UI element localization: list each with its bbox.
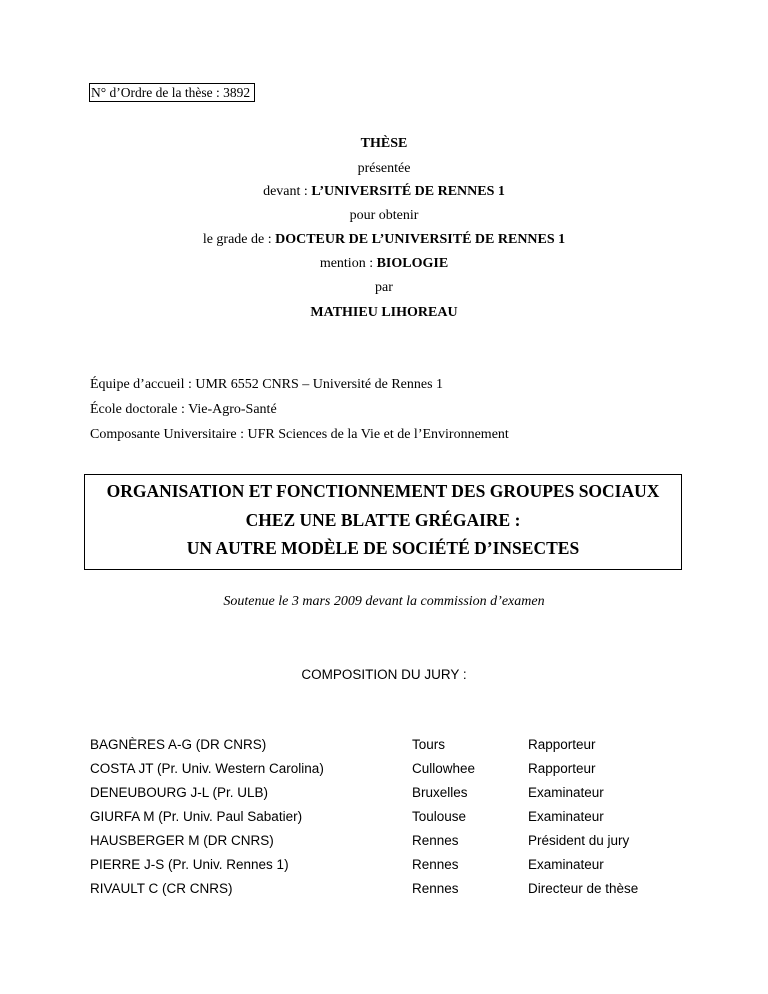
jury-member-name: GIURFA M (Pr. Univ. Paul Sabatier) (90, 809, 303, 824)
composante-universitaire: Composante Universitaire : UFR Sciences de la Vie et de l’Environnement (90, 427, 509, 442)
mention-value: BIOLOGIE (376, 256, 449, 271)
jury-member-name: RIVAULT C (CR CNRS) (90, 881, 233, 896)
jury-member-name: COSTA JT (Pr. Univ. Western Carolina) (90, 761, 324, 776)
presentee-line: présentée (357, 161, 411, 176)
jury-row (0, 785, 768, 805)
thesis-order-number: N° d’Ordre de la thèse : 3892 (89, 83, 255, 102)
jury-member-city: Cullowhee (412, 761, 476, 776)
jury-row (0, 857, 768, 877)
university-name: L’UNIVERSITÉ DE RENNES 1 (311, 184, 505, 199)
grade-line (0, 232, 768, 248)
these-heading (0, 136, 768, 152)
devant-label: devant : (263, 184, 312, 199)
mention-label: mention : (319, 256, 377, 271)
title-line-1: ORGANISATION ET FONCTIONNEMENT DES GROUPES SOCIAUX (106, 481, 660, 501)
jury-member-city: Toulouse (412, 809, 467, 824)
jury-member-city: Bruxelles (412, 785, 468, 800)
jury-member-role: Examinateur (528, 857, 604, 872)
jury-member-name: HAUSBERGER M (DR CNRS) (90, 833, 274, 848)
equipe-accueil: Équipe d’accueil : UMR 6552 CNRS – Université de Rennes 1 (90, 377, 444, 392)
author-line (0, 305, 768, 321)
jury-member-role: Examinateur (528, 785, 604, 800)
jury-member-role: Directeur de thèse (528, 881, 639, 896)
pour-obtenir-line: pour obtenir (349, 208, 419, 223)
jury-row (0, 809, 768, 829)
defense-date: Soutenue le 3 mars 2009 devant la commission d’examen (223, 594, 545, 609)
grade-value: DOCTEUR DE L’UNIVERSITÉ DE RENNES 1 (275, 232, 566, 247)
thesis-title-box (84, 474, 682, 570)
jury-row (0, 737, 768, 757)
jury-member-city: Rennes (412, 833, 459, 848)
these-label: THÈSE (360, 136, 408, 151)
grade-label: le grade de : (202, 232, 276, 247)
mention-line (0, 256, 768, 272)
jury-member-name: BAGNÈRES A-G (DR CNRS) (90, 737, 267, 752)
jury-member-name: PIERRE J-S (Pr. Univ. Rennes 1) (90, 857, 289, 872)
title-line-2: CHEZ UNE BLATTE GRÉGAIRE : (245, 510, 521, 530)
jury-row (0, 881, 768, 901)
title-line-3: UN AUTRE MODÈLE DE SOCIÉTÉ D’INSECTES (186, 538, 580, 558)
jury-member-role: Rapporteur (528, 737, 596, 752)
par-line: par (375, 280, 393, 295)
jury-member-role: Rapporteur (528, 761, 596, 776)
jury-member-role: Examinateur (528, 809, 604, 824)
jury-member-city: Tours (412, 737, 446, 752)
jury-row (0, 833, 768, 853)
jury-member-city: Rennes (412, 881, 459, 896)
jury-heading: COMPOSITION DU JURY : (301, 667, 467, 682)
jury-member-name: DENEUBOURG J-L (Pr. ULB) (90, 785, 269, 800)
jury-row (0, 761, 768, 781)
ecole-doctorale: École doctorale : Vie-Agro-Santé (90, 402, 277, 417)
university-line (0, 184, 768, 200)
jury-member-role: Président du jury (528, 833, 630, 848)
author-name: MATHIEU LIHOREAU (310, 305, 458, 320)
jury-member-city: Rennes (412, 857, 459, 872)
